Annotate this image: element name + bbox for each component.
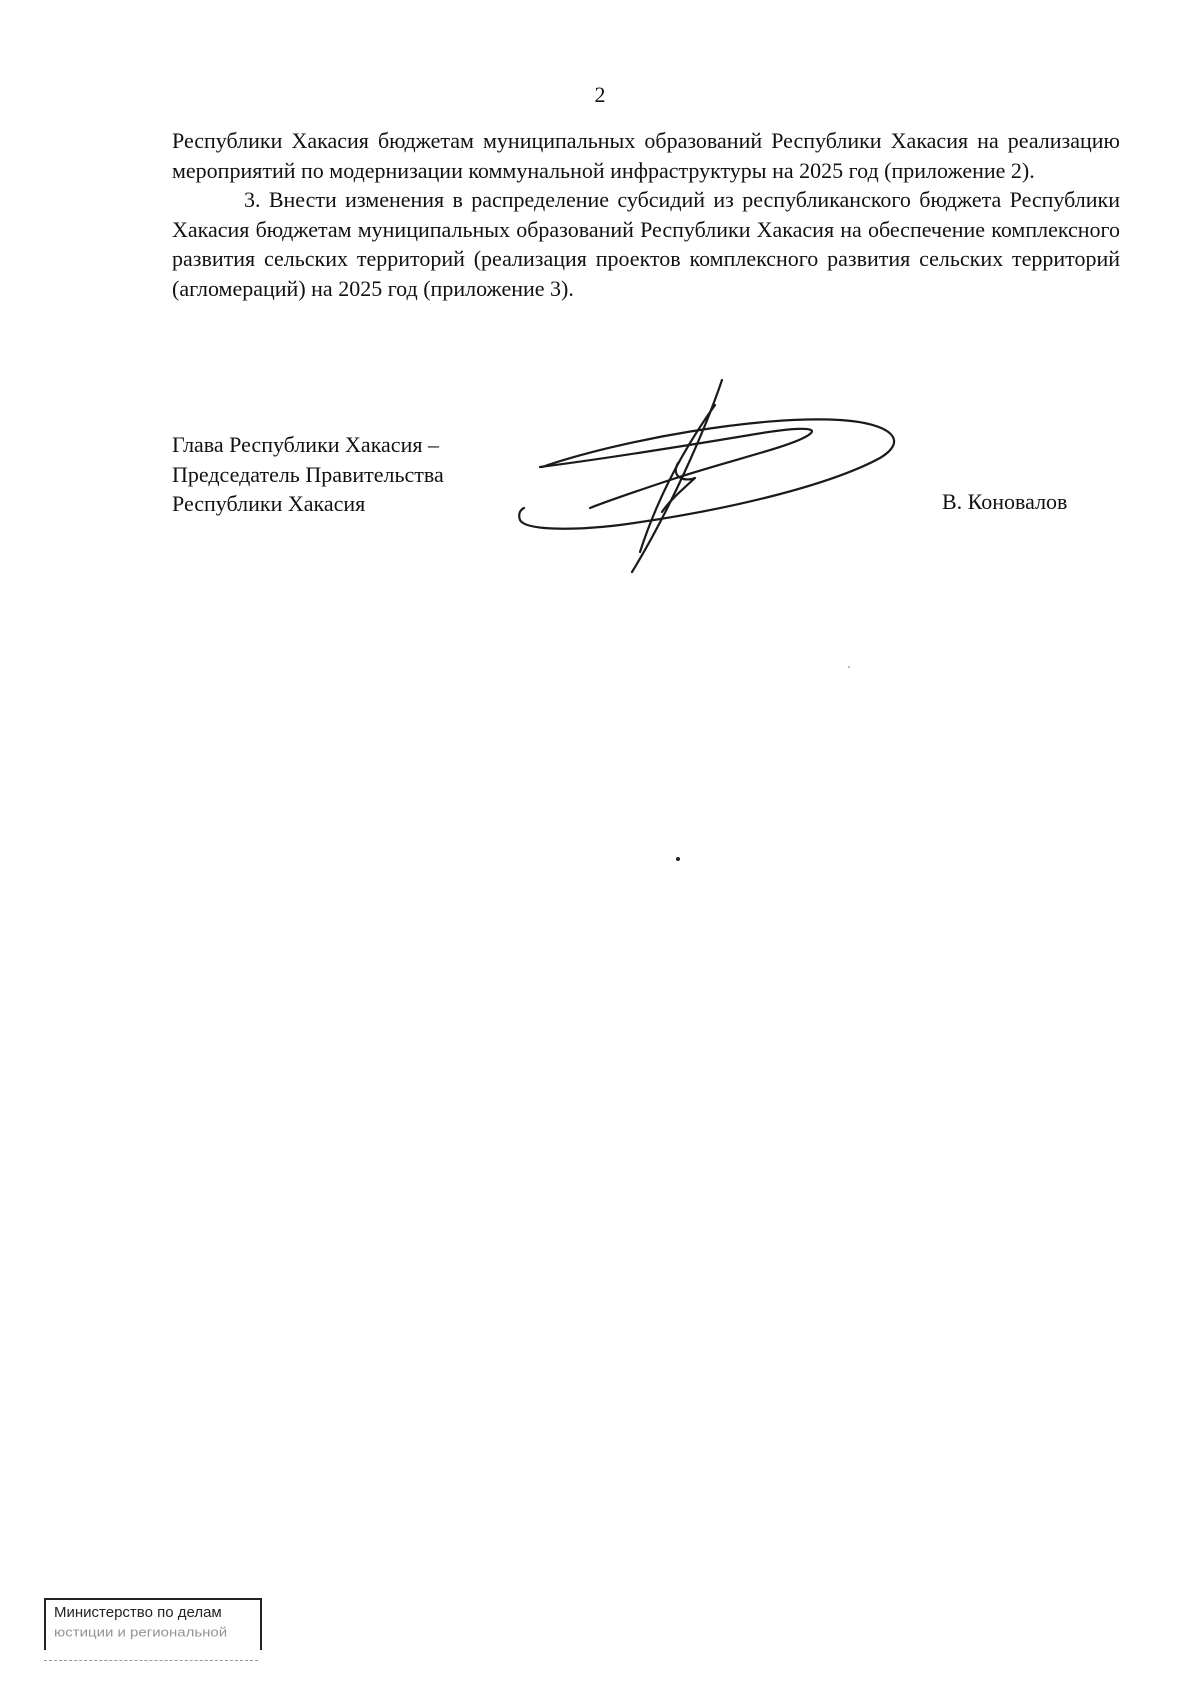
signatory-title-line-2: Председатель Правительства [172, 461, 444, 487]
body-text [172, 126, 1120, 303]
signatory-title [172, 430, 444, 519]
page-number: 2 [594, 82, 606, 107]
handwritten-signature [500, 370, 940, 580]
signatory-title-line-1: Глава Республики Хакасия – [172, 432, 439, 457]
signatory-title-line-3: Республики Хакасия [172, 491, 366, 516]
stamp-line-1: Министерство по делам [54, 1604, 222, 1621]
speck-mark [676, 857, 680, 861]
stamp-line-2: юстиции и региональной [54, 1625, 228, 1640]
registration-stamp [44, 1598, 262, 1650]
paragraph-item-3: 3. Внести изменения в распределение субсидий из республиканского бюджета Республики Хакасия бюджетам муниципальных образований Республики Хакасия на обеспечение комплексного развития сельских территорий (реализация проектов комплексного развития сельских территорий (агломераций) на 2025 год (приложение 3). [172, 187, 1120, 301]
paragraph-continuation: Республики Хакасия бюджетам муниципальных образований Республики Хакасия на реализацию мероприятий по модернизации коммунальной инфраструктуры на 2025 год (приложение 2). [172, 128, 1120, 183]
speck-mark [848, 666, 850, 668]
stamp-bottom-border [44, 1660, 258, 1661]
signatory-name: В. Коновалов [942, 489, 1068, 514]
